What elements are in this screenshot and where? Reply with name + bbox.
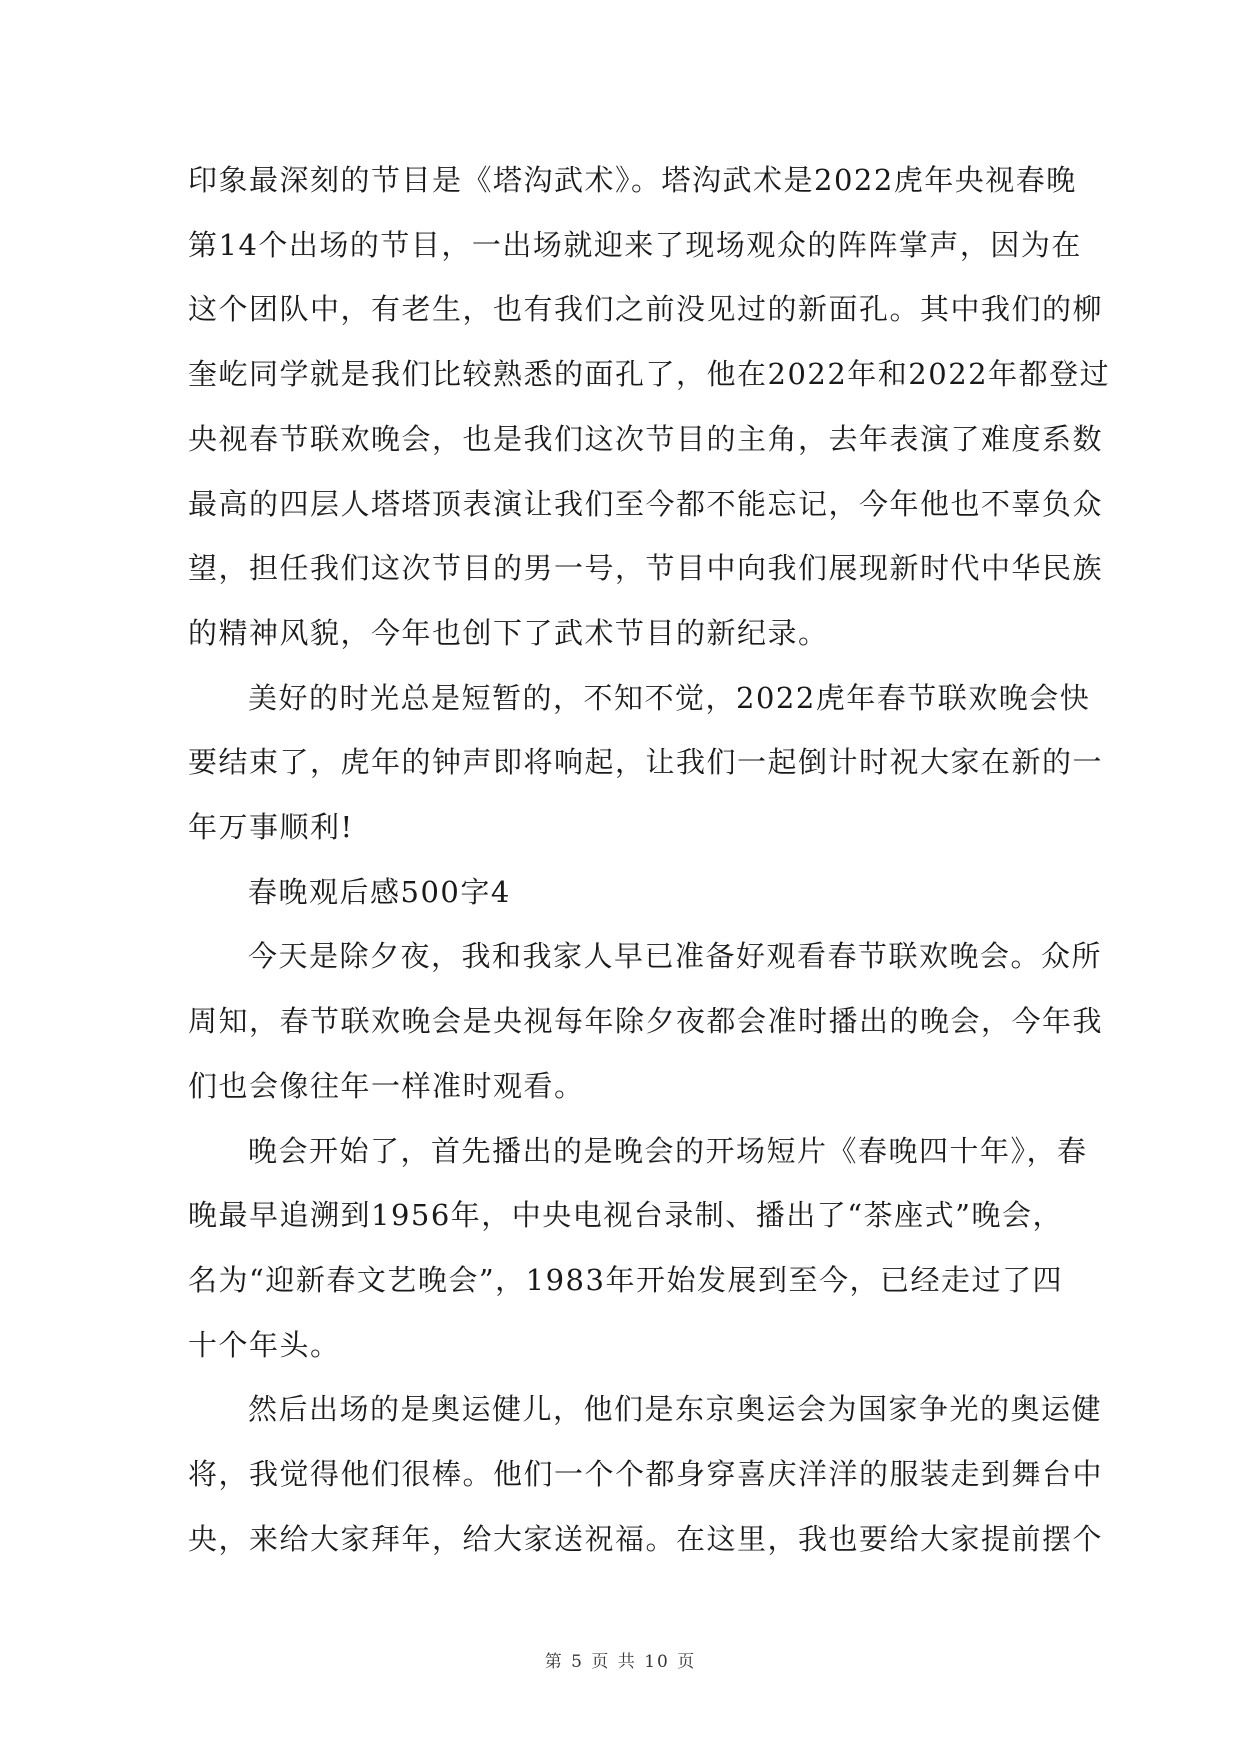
text-line: 晚会开始了，首先播出的是晚会的开场短片《春晚四十年》，春 xyxy=(248,1133,1088,1168)
paragraph-5 xyxy=(188,1119,1088,1378)
page-footer: 第 5 页 共 10 页 xyxy=(544,1652,697,1672)
section-heading xyxy=(188,860,1056,925)
paragraph-1 xyxy=(188,148,1111,666)
text-line: 美好的时光总是短暂的，不知不觉，2022虎年春节联欢晚会快 xyxy=(248,680,1091,715)
text-line: 周知，春节联欢晚会是央视每年除夕夜都会准时播出的晚会，今年我 xyxy=(188,1004,1104,1039)
text-line: 望，担任我们这次节目的男一号，节目中向我们展现新时代中华民族 xyxy=(188,551,1104,586)
heading-text: 春晚观后感500字4 xyxy=(248,874,511,909)
text-line: 名为“迎新春文艺晚会”，1983年开始发展到至今，已经走过了四 xyxy=(188,1262,1063,1297)
text-line: 晚最早追溯到1956年，中央电视台录制、播出了“茶座式”晚会， xyxy=(188,1198,1063,1233)
text-line: 奎屹同学就是我们比较熟悉的面孔了，他在2022年和2022年都登过 xyxy=(188,357,1111,392)
text-line: 最高的四层人塔塔顶表演让我们至今都不能忘记，今年他也不辜负众 xyxy=(188,486,1104,521)
text-line: 十个年头。 xyxy=(188,1327,341,1362)
text-line: 年万事顺利! xyxy=(188,810,354,845)
text-line: 要结束了，虎年的钟声即将响起，让我们一起倒计时祝大家在新的一 xyxy=(188,745,1104,780)
text-line: 然后出场的是奥运健儿，他们是东京奥运会为国家争光的奥运健 xyxy=(248,1392,1103,1427)
text-line: 央视春节联欢晚会，也是我们这次节目的主角，去年表演了难度系数 xyxy=(188,421,1104,456)
text-line: 将，我觉得他们很棒。他们一个个都身穿喜庆洋洋的服装走到舞台中 xyxy=(188,1457,1104,1492)
paragraph-6 xyxy=(188,1377,1104,1571)
text-line: 今天是除夕夜，我和我家人早已准备好观看春节联欢晚会。众所 xyxy=(248,939,1103,974)
text-line: 第14个出场的节目，一出场就迎来了现场观众的阵阵掌声，因为在 xyxy=(188,227,1082,262)
text-line: 的精神风貌，今年也创下了武术节目的新纪录。 xyxy=(188,615,829,650)
document-body xyxy=(188,148,1111,1571)
text-line: 印象最深刻的节目是《塔沟武术》。塔沟武术是2022虎年央视春晚 xyxy=(188,163,1077,197)
paragraph-4 xyxy=(188,924,1104,1118)
text-line: 央，来给大家拜年，给大家送祝福。在这里，我也要给大家提前摆个 xyxy=(188,1521,1104,1556)
text-line: 们也会像往年一样准时观看。 xyxy=(188,1068,585,1103)
text-line: 这个团队中，有老生，也有我们之前没见过的新面孔。其中我们的柳 xyxy=(188,292,1104,327)
paragraph-2 xyxy=(188,666,1104,860)
